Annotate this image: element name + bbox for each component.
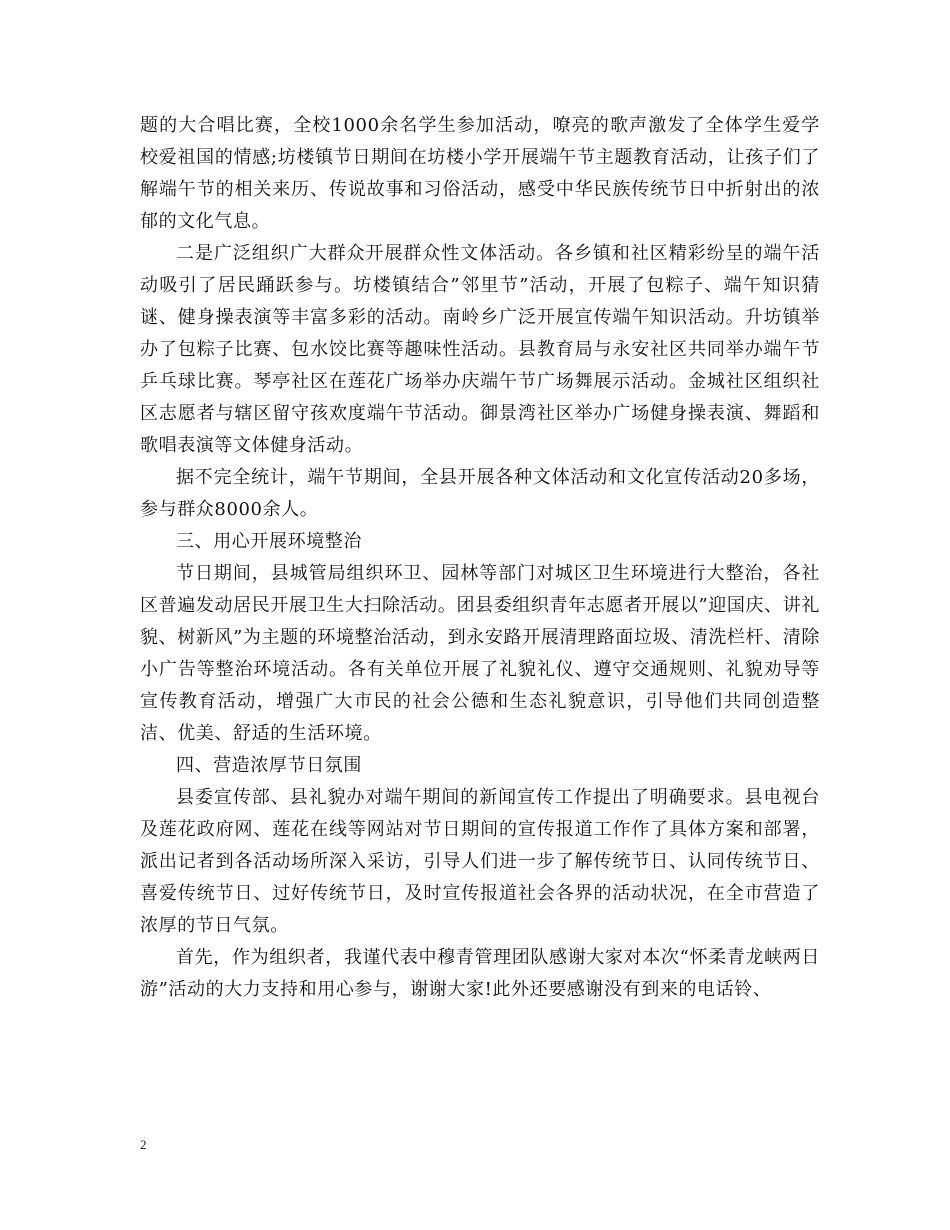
paragraph-thanks: 首先，作为组织者，我谨代表中穆青管理团队感谢大家对本次“怀柔青龙峡两日游”活动的大力支持和用心参与，谢谢大家!此外还要感谢没有到来的电话铃、 xyxy=(140,947,820,1000)
paragraph-atmosphere: 县委宣传部、县礼貌办对端午期间的新闻宣传工作提出了明确要求。县电视台及莲花政府网、莲花在线等网站对节日期间的宣传报道工作作了具体方案和部署，派出记者到各活动场所深入采访，引导人们进一步了解传统节日、认同传统节日、喜爱传统节日、过好传统节日，及时宣传报道社会各界的活动状况，在全市营造了浓厚的节日气氛。 xyxy=(140,787,820,936)
section-heading-environment: 三、用心开展环境整治 xyxy=(176,531,362,552)
section-heading-atmosphere: 四、营造浓厚节日氛围 xyxy=(176,755,362,776)
page-number: 2 xyxy=(140,1137,147,1152)
paragraph-environment: 节日期间，县城管局组织环卫、园林等部门对城区卫生环境进行大整治，各社区普遍发动居民开展卫生大扫除活动。团县委组织青年志愿者开展以”迎国庆、讲礼貌、树新风”为主题的环境整治活动，到永安路开展清理路面垃圾、清洗栏杆、清除小广告等整治环境活动。各有关单位开展了礼貌礼仪、遵守交通规则、礼貌劝导等宣传教育活动，增强广大市民的社会公德和生态礼貌意识，引导他们共同创造整洁、优美、舒适的生活环境。 xyxy=(140,563,820,744)
paragraph-mass-cultural-activities: 二是广泛组织广大群众开展群众性文体活动。各乡镇和社区精彩纷呈的端午活动吸引了居民踊跃参与。坊楼镇结合”邻里节”活动，开展了包粽子、端午知识猜谜、健身操表演等丰富多彩的活动。南岭乡广泛开展宣传端午知识活动。升坊镇举办了包粽子比赛、包水饺比赛等趣味性活动。县教育局与永安社区共同举办端午节乒乓球比赛。琴亭社区在莲花广场举办庆端午节广场舞展示活动。金城社区组织社区志愿者与辖区留守孩欢度端午节活动。御景湾社区举办广场健身操表演、舞蹈和歌唱表演等文体健身活动。 xyxy=(140,243,820,456)
paragraph-continuation: 题的大合唱比赛，全校1000余名学生参加活动，嘹亮的歌声激发了全体学生爱学校爱祖国的情感;坊楼镇节日期间在坊楼小学开展端午节主题教育活动，让孩子们了解端午节的相关来历、传说故事和习俗活动，感受中华民族传统节日中折射出的浓郁的文化气息。 xyxy=(140,115,820,232)
paragraph-statistics: 据不完全统计，端午节期间，全县开展各种文体活动和文化宣传活动20多场，参与群众8000余人。 xyxy=(140,467,820,520)
document-body xyxy=(140,110,820,1006)
